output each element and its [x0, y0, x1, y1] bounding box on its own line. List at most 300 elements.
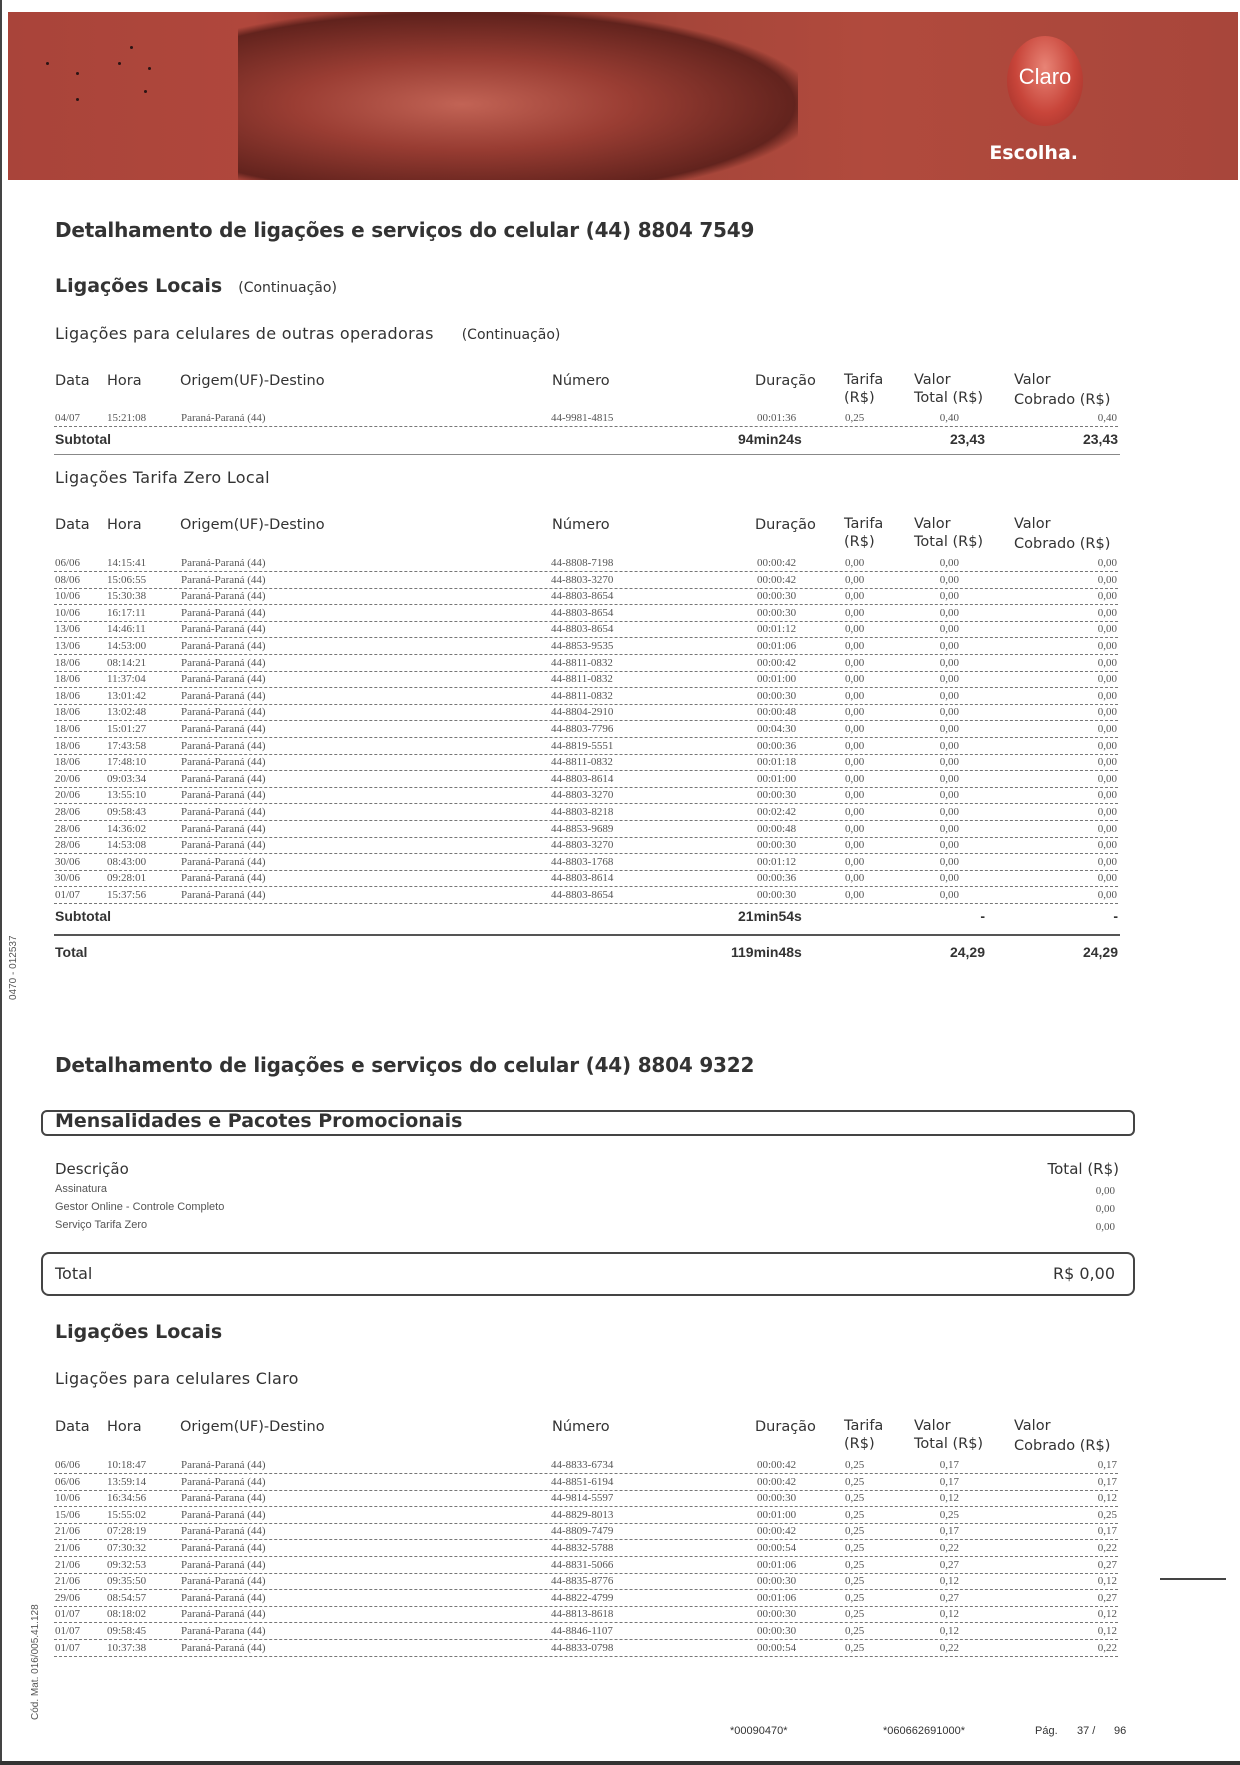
- cell-origin: Paraná-Paraná (44): [181, 1608, 266, 1621]
- cell-origin: Paraná-Paraná (44): [181, 557, 266, 569]
- cell-time: 14:15:41: [107, 557, 147, 569]
- cell-valor-total: 0,00: [939, 656, 959, 669]
- cell-valor-cobrado: 0,00: [1097, 822, 1117, 835]
- total-label: Total: [55, 944, 88, 960]
- cell-valor-total: 0,00: [939, 889, 959, 901]
- cell-date: 18/06: [55, 656, 81, 669]
- cell-origin: Paraná-Paraná (44): [181, 706, 266, 719]
- cell-duration: 00:00:42: [757, 557, 797, 569]
- cell-date: 01/07: [55, 1641, 81, 1654]
- cell-date: 06/06: [55, 1459, 81, 1471]
- table-row: [54, 1624, 1118, 1640]
- cell-duration: 00:00:30: [757, 1492, 797, 1505]
- cell-number: 44-8803-7796: [551, 723, 614, 735]
- cell-number: 44-8803-8614: [551, 872, 614, 885]
- cell-valor-total: 0,00: [939, 839, 959, 852]
- table-row: [54, 822, 1118, 838]
- table-row: [54, 755, 1118, 771]
- footer-page-current: 37 /: [1077, 1725, 1096, 1737]
- cell-valor-total: 0,12: [939, 1625, 959, 1637]
- col-tarifa: Tarifa: [844, 372, 884, 388]
- cell-date: 30/06: [55, 855, 81, 868]
- cell-tariff: 0,25: [845, 1542, 865, 1554]
- tarifa-zero-title: Ligações Tarifa Zero Local: [55, 468, 270, 487]
- cell-origin: Paraná-Paraná (44): [181, 590, 266, 603]
- cell-time: 14:36:02: [107, 822, 147, 835]
- cell-valor-total: 0,00: [939, 739, 959, 752]
- cell-tariff: 0,00: [845, 590, 865, 603]
- table-row: [54, 855, 1118, 871]
- section1-title: Detalhamento de ligações e serviços do celular (44) 8804 7549: [55, 218, 755, 242]
- page-border-left: [0, 0, 2, 1765]
- cell-date: 21/06: [55, 1575, 81, 1588]
- table-row: [54, 1491, 1118, 1507]
- table-row: [54, 606, 1118, 622]
- cell-origin: Paraná-Paraná (44): [181, 1542, 266, 1554]
- cell-valor-total: 0,27: [939, 1558, 959, 1571]
- cell-date: 29/06: [55, 1591, 81, 1604]
- cell-valor-cobrado: 0,00: [1097, 839, 1117, 852]
- claro-logo: [1007, 36, 1083, 126]
- col-hora: Hora: [107, 373, 142, 389]
- cell-time: 07:30:32: [107, 1542, 147, 1554]
- cell-time: 16:17:11: [107, 606, 146, 619]
- cell-valor-total: 0,00: [939, 573, 959, 586]
- cell-tariff: 0,25: [845, 1641, 865, 1654]
- cell-valor-total: 0,17: [939, 1459, 959, 1471]
- cell-date: 28/06: [55, 822, 81, 835]
- cell-number: 44-8835-8776: [551, 1575, 614, 1588]
- col-origem: Origem(UF)-Destino: [180, 373, 325, 389]
- cell-duration: 00:00:42: [757, 1459, 797, 1471]
- table-row: [54, 573, 1118, 589]
- total-duration: 119min48s: [731, 944, 802, 960]
- cell-number: 44-8811-0832: [551, 756, 613, 769]
- cell-origin: Paraná-Parana (44): [181, 1625, 266, 1637]
- cell-origin: Paraná-Paraná (44): [181, 1641, 266, 1654]
- table-row: [54, 689, 1118, 705]
- col-descricao: Descrição: [55, 1160, 129, 1178]
- cell-origin: Paraná-Paraná (44): [181, 789, 266, 802]
- table-row: [54, 722, 1118, 738]
- table-row: [54, 805, 1118, 821]
- banner-dot: [148, 67, 151, 70]
- cell-number: 44-8832-5788: [551, 1542, 614, 1554]
- cell-duration: 00:00:42: [757, 1475, 797, 1488]
- margin-code-top: 0470 - 012537: [8, 935, 19, 1000]
- cell-tariff: 0,25: [845, 1525, 865, 1538]
- cell-duration: 00:01:18: [757, 756, 797, 769]
- group-note: (Continuação): [238, 280, 337, 296]
- outras-heading: [55, 324, 560, 343]
- cell-number: 44-8822-4799: [551, 1591, 614, 1604]
- cell-tariff: 0,00: [845, 739, 865, 752]
- cell-number: 44-8803-8654: [551, 606, 614, 619]
- cell-tariff: 0,00: [845, 822, 865, 835]
- cell-time: 15:55:02: [107, 1508, 147, 1521]
- cell-origin: Paraná-Paraná (44): [181, 723, 266, 735]
- col-data: Data: [55, 373, 90, 389]
- banner-photo: [238, 12, 798, 180]
- table-row: [54, 705, 1118, 721]
- cell-origin: Paraná-Paraná (44): [181, 689, 266, 702]
- table-row: [54, 1558, 1118, 1574]
- cell-time: 08:43:00: [107, 855, 147, 868]
- cell-time: 10:18:47: [107, 1459, 147, 1471]
- cell-origin: Paraná-Paraná (44): [181, 806, 266, 818]
- cell-tariff: 0,00: [845, 573, 865, 586]
- cell-origin: Paraná-Paraná (44): [181, 1508, 266, 1521]
- banner-dot: [118, 62, 121, 65]
- cell-valor-total: 0,00: [939, 706, 959, 719]
- cell-valor-cobrado: 0,00: [1097, 855, 1117, 868]
- cell-duration: 00:00:54: [757, 1542, 797, 1554]
- cell-tariff: 0,00: [845, 723, 865, 735]
- cell-duration: 00:00:42: [757, 656, 797, 669]
- cell-valor-cobrado: 0,00: [1097, 689, 1117, 702]
- cell-valor-cobrado: 0,00: [1097, 772, 1117, 785]
- subtotal-valor-cobrado: 23,43: [1082, 431, 1118, 447]
- cell-duration: 00:01:06: [757, 1558, 797, 1571]
- cell-valor-total: 0,00: [939, 673, 959, 686]
- cell-number: 44-8803-1768: [551, 855, 614, 868]
- table-row: [54, 1607, 1118, 1623]
- table-row: [54, 888, 1118, 904]
- cell-origin: Paraná-Paraná (44): [181, 606, 266, 619]
- total-valor-cobrado: 24,29: [1082, 944, 1118, 960]
- cell-number: 44-8831-5066: [551, 1558, 614, 1571]
- cell-origin: Paraná-Paraná (44): [181, 640, 266, 652]
- cell-tariff: 0,25: [845, 1608, 865, 1621]
- cell-number: 44-8803-8654: [551, 590, 614, 603]
- col-hora: Hora: [107, 1419, 142, 1435]
- cell-valor-cobrado: 0,25: [1097, 1508, 1117, 1521]
- cell-duration: 00:00:30: [757, 839, 797, 852]
- cell-valor-cobrado: 0,00: [1097, 640, 1117, 652]
- cell-number: 44-8808-7198: [551, 557, 614, 569]
- cell-duration: 00:00:36: [757, 872, 797, 885]
- cell-number: 44-8851-6194: [551, 1475, 614, 1488]
- cell-tariff: 0,00: [845, 772, 865, 785]
- cell-duration: 00:00:30: [757, 590, 797, 603]
- cell-valor-total: 0,17: [939, 1475, 959, 1488]
- cell-time: 09:32:53: [107, 1558, 147, 1571]
- cell-valor-total: 0,00: [939, 606, 959, 619]
- cell-date: 04/07: [55, 412, 81, 424]
- cell-valor-cobrado: 0,17: [1097, 1475, 1117, 1488]
- cell-valor-total: 0,00: [939, 872, 959, 885]
- cell-time: 17:48:10: [107, 756, 147, 769]
- table-row: [54, 589, 1118, 605]
- cell-duration: 00:00:42: [757, 573, 797, 586]
- cell-date: 21/06: [55, 1558, 81, 1571]
- cell-valor-total: 0,00: [939, 806, 959, 818]
- col-hora: Hora: [107, 517, 142, 533]
- col-valor-total: Valor: [914, 516, 951, 532]
- cell-time: 14:53:08: [107, 839, 147, 852]
- cell-duration: 00:00:30: [757, 606, 797, 619]
- banner-dot: [144, 90, 147, 93]
- table-row: [54, 772, 1118, 788]
- cell-valor-total: 0,22: [939, 1542, 959, 1554]
- cell-origin: Paraná-Paraná (44): [181, 573, 266, 586]
- cell-valor-cobrado: 0,00: [1097, 889, 1117, 901]
- cell-origin: Paraná-Paraná (44): [181, 872, 266, 885]
- cell-origin: Paraná-Paraná (44): [181, 1475, 266, 1488]
- cell-date: 21/06: [55, 1542, 81, 1554]
- cell-valor-cobrado: 0,00: [1097, 623, 1117, 636]
- cell-duration: 00:01:12: [757, 623, 797, 636]
- footer-code-1: *00090470*: [730, 1725, 788, 1737]
- cell-valor-cobrado: 0,00: [1097, 872, 1117, 885]
- cell-valor-total: 0,25: [939, 1508, 959, 1521]
- cell-origin: Paraná-Paraná (44): [181, 412, 266, 424]
- cell-time: 09:28:01: [107, 872, 147, 885]
- cell-number: 44-8853-9689: [551, 822, 614, 835]
- cell-date: 18/06: [55, 706, 81, 719]
- cell-number: 44-8829-8013: [551, 1508, 614, 1521]
- subtotal-duration: 21min54s: [738, 908, 802, 924]
- cell-origin: Paraná-Paraná (44): [181, 839, 266, 852]
- col-numero: Número: [552, 1419, 610, 1435]
- cell-tariff: 0,00: [845, 756, 865, 769]
- cell-date: 28/06: [55, 839, 81, 852]
- cell-valor-total: 0,00: [939, 590, 959, 603]
- cell-date: 06/06: [55, 557, 81, 569]
- cell-time: 17:43:58: [107, 739, 147, 752]
- cell-number: 44-8853-9535: [551, 640, 614, 652]
- cell-tariff: 0,00: [845, 789, 865, 802]
- cell-number: 44-8804-2910: [551, 706, 614, 719]
- cell-valor-cobrado: 0,12: [1097, 1575, 1117, 1588]
- cell-valor-total: 0,00: [939, 789, 959, 802]
- cell-number: 44-8803-3270: [551, 839, 614, 852]
- mensalidades-total-value: R$ 0,00: [1052, 1264, 1115, 1283]
- cell-origin: Paraná-Paraná (44): [181, 656, 266, 669]
- cell-number: 44-8803-8614: [551, 772, 614, 785]
- cell-number: 44-8809-7479: [551, 1525, 614, 1538]
- cell-date: 08/06: [55, 573, 81, 586]
- mensalidades-header-box: [41, 1110, 1135, 1136]
- cell-time: 16:34:56: [107, 1492, 147, 1505]
- col-tarifa: Tarifa: [844, 1418, 884, 1434]
- col-valor-cobrado: Valor: [1014, 516, 1051, 532]
- cell-date: 18/06: [55, 756, 81, 769]
- col-duracao: Duração: [755, 517, 816, 533]
- mensalidade-total: 0,00: [1095, 1185, 1115, 1197]
- section1-group-heading: [55, 275, 337, 297]
- cell-date: 15/06: [55, 1508, 81, 1521]
- cell-date: 21/06: [55, 1525, 81, 1538]
- cell-time: 09:35:50: [107, 1575, 147, 1588]
- subtotal-label: Subtotal: [55, 431, 111, 447]
- table-row: [54, 1574, 1118, 1590]
- mensalidades-title: Mensalidades e Pacotes Promocionais: [55, 1110, 463, 1132]
- cell-origin: Paraná-Paraná (44): [181, 673, 266, 686]
- table-row: [54, 639, 1118, 655]
- cell-number: 44-9981-4815: [551, 412, 614, 424]
- margin-code-bottom: Cód. Mat. 016/005.41.128: [30, 1604, 41, 1720]
- cell-duration: 00:00:30: [757, 1575, 797, 1588]
- cell-tariff: 0,00: [845, 855, 865, 868]
- cell-number: 44-8803-8654: [551, 889, 614, 901]
- col-total: Total (R$): [1047, 1160, 1119, 1178]
- cell-tariff: 0,25: [845, 1492, 865, 1505]
- cell-tariff: 0,00: [845, 673, 865, 686]
- cell-date: 01/07: [55, 1608, 81, 1621]
- subtotal-duration: 94min24s: [738, 431, 802, 447]
- cell-valor-total: 0,00: [939, 772, 959, 785]
- cell-duration: 00:00:30: [757, 1608, 797, 1621]
- banner-dot: [46, 62, 49, 65]
- cell-valor-total: 0,12: [939, 1492, 959, 1505]
- cell-number: 44-8846-1107: [551, 1625, 613, 1637]
- cell-tariff: 0,00: [845, 839, 865, 852]
- cell-time: 09:58:45: [107, 1625, 147, 1637]
- cell-valor-cobrado: 0,00: [1097, 739, 1117, 752]
- cell-valor-total: 0,00: [939, 689, 959, 702]
- cell-tariff: 0,00: [845, 606, 865, 619]
- cell-valor-cobrado: 0,12: [1097, 1625, 1117, 1637]
- cell-origin: Paraná-Paraná (44): [181, 1558, 266, 1571]
- cell-time: 11:37:04: [107, 673, 146, 686]
- col-valor-cobrado-unit: Cobrado (R$): [1014, 536, 1111, 552]
- cell-date: 01/07: [55, 1625, 81, 1637]
- cell-time: 15:06:55: [107, 573, 147, 586]
- cell-valor-cobrado: 0,00: [1097, 673, 1117, 686]
- cell-valor-cobrado: 0,00: [1097, 573, 1117, 586]
- cell-origin: Paraná-Paraná (44): [181, 855, 266, 868]
- cell-tariff: 0,00: [845, 689, 865, 702]
- table-row: [54, 1475, 1118, 1491]
- cell-tariff: 0,25: [845, 412, 865, 424]
- table-row: [54, 739, 1118, 755]
- outras-title: Ligações para celulares de outras operadoras: [55, 324, 434, 343]
- cell-duration: 00:00:30: [757, 889, 797, 901]
- cell-valor-total: 0,27: [939, 1591, 959, 1604]
- col-valor-cobrado-unit: Cobrado (R$): [1014, 1438, 1111, 1454]
- cell-valor-cobrado: 0,00: [1097, 656, 1117, 669]
- cell-valor-cobrado: 0,00: [1097, 706, 1117, 719]
- divider: [54, 454, 1120, 455]
- cell-origin: Paraná-Paraná (44): [181, 889, 266, 901]
- cell-tariff: 0,00: [845, 889, 865, 901]
- cell-valor-cobrado: 0,27: [1097, 1591, 1117, 1604]
- subtotal-valor-total: 23,43: [949, 431, 985, 447]
- table-row: [54, 1508, 1118, 1524]
- table-row: [54, 838, 1118, 854]
- cell-duration: 00:00:30: [757, 1625, 797, 1637]
- cell-number: 44-8803-3270: [551, 789, 614, 802]
- col-valor-cobrado: Valor: [1014, 1418, 1051, 1434]
- cell-duration: 00:00:54: [757, 1641, 797, 1654]
- cell-date: 20/06: [55, 789, 81, 802]
- mensalidades-total-box: [41, 1252, 1135, 1296]
- cell-tariff: 0,00: [845, 872, 865, 885]
- subtotal-label: Subtotal: [55, 908, 111, 924]
- cell-time: 14:46:11: [107, 623, 146, 636]
- mensalidade-descricao: Serviço Tarifa Zero: [55, 1219, 148, 1231]
- subtotal-valor-total: -: [980, 908, 985, 924]
- cell-time: 13:01:42: [107, 689, 147, 702]
- cell-valor-cobrado: 0,17: [1097, 1459, 1117, 1471]
- cell-tariff: 0,00: [845, 706, 865, 719]
- col-numero: Número: [552, 517, 610, 533]
- cell-tariff: 0,25: [845, 1459, 865, 1471]
- banner-dot: [76, 98, 79, 101]
- cell-duration: 00:00:48: [757, 706, 797, 719]
- cell-tariff: 0,00: [845, 656, 865, 669]
- cell-time: 15:01:27: [107, 723, 147, 735]
- cell-number: 44-9814-5597: [551, 1492, 614, 1505]
- cell-valor-cobrado: 0,00: [1097, 590, 1117, 603]
- cell-valor-total: 0,00: [939, 723, 959, 735]
- cell-number: 44-8803-8654: [551, 623, 614, 636]
- col-data: Data: [55, 1419, 90, 1435]
- cell-valor-total: 0,00: [939, 756, 959, 769]
- cell-duration: 00:00:30: [757, 689, 797, 702]
- footer-code-2: *060662691000*: [883, 1725, 965, 1737]
- cell-time: 14:53:00: [107, 640, 147, 652]
- cell-date: 28/06: [55, 806, 81, 818]
- cell-valor-cobrado: 0,00: [1097, 806, 1117, 818]
- table-row: [54, 1641, 1118, 1657]
- cell-duration: 00:01:12: [757, 855, 797, 868]
- col-valor-total-unit: Total (R$): [914, 534, 984, 550]
- cell-date: 18/06: [55, 723, 81, 735]
- header-banner: [8, 12, 1238, 180]
- cell-time: 07:28:19: [107, 1525, 147, 1538]
- cell-duration: 00:00:36: [757, 739, 797, 752]
- cell-valor-cobrado: 0,00: [1097, 606, 1117, 619]
- col-valor-cobrado-unit: Cobrado (R$): [1014, 392, 1111, 408]
- cell-duration: 00:00:42: [757, 1525, 797, 1538]
- cell-valor-total: 0,00: [939, 557, 959, 569]
- cell-date: 10/06: [55, 606, 81, 619]
- cell-tariff: 0,25: [845, 1558, 865, 1571]
- cell-number: 44-8803-8218: [551, 806, 614, 818]
- cell-number: 44-8811-0832: [551, 689, 613, 702]
- cell-date: 18/06: [55, 689, 81, 702]
- cell-valor-cobrado: 0,00: [1097, 789, 1117, 802]
- cell-valor-cobrado: 0,40: [1097, 412, 1117, 424]
- cell-tariff: 0,25: [845, 1625, 865, 1637]
- col-data: Data: [55, 517, 90, 533]
- table-row: [54, 1458, 1118, 1474]
- col-tarifa-unit: (R$): [844, 1436, 875, 1452]
- cell-origin: Paraná-Paraná (44): [181, 1459, 266, 1471]
- cell-duration: 00:01:00: [757, 1508, 797, 1521]
- footer-page-label: Pág.: [1035, 1725, 1058, 1737]
- col-origem: Origem(UF)-Destino: [180, 1419, 325, 1435]
- cell-duration: 00:01:06: [757, 1591, 797, 1604]
- cell-duration: 00:01:00: [757, 673, 797, 686]
- cell-number: 44-8813-8618: [551, 1608, 614, 1621]
- claro-logo-text: Claro: [1018, 64, 1072, 89]
- col-valor-total-unit: Total (R$): [914, 390, 984, 406]
- cell-valor-cobrado: 0,00: [1097, 756, 1117, 769]
- cell-valor-cobrado: 0,00: [1097, 723, 1117, 735]
- table-row: [54, 622, 1118, 638]
- cell-tariff: 0,25: [845, 1475, 865, 1488]
- section2-group-heading: [55, 1321, 222, 1343]
- cell-valor-total: 0,17: [939, 1525, 959, 1538]
- cell-origin: Paraná-Paraná (44): [181, 623, 266, 636]
- cell-tariff: 0,00: [845, 623, 865, 636]
- cell-duration: 00:01:00: [757, 772, 797, 785]
- cell-valor-total: 0,12: [939, 1575, 959, 1588]
- claro-title: Ligações para celulares Claro: [55, 1369, 299, 1388]
